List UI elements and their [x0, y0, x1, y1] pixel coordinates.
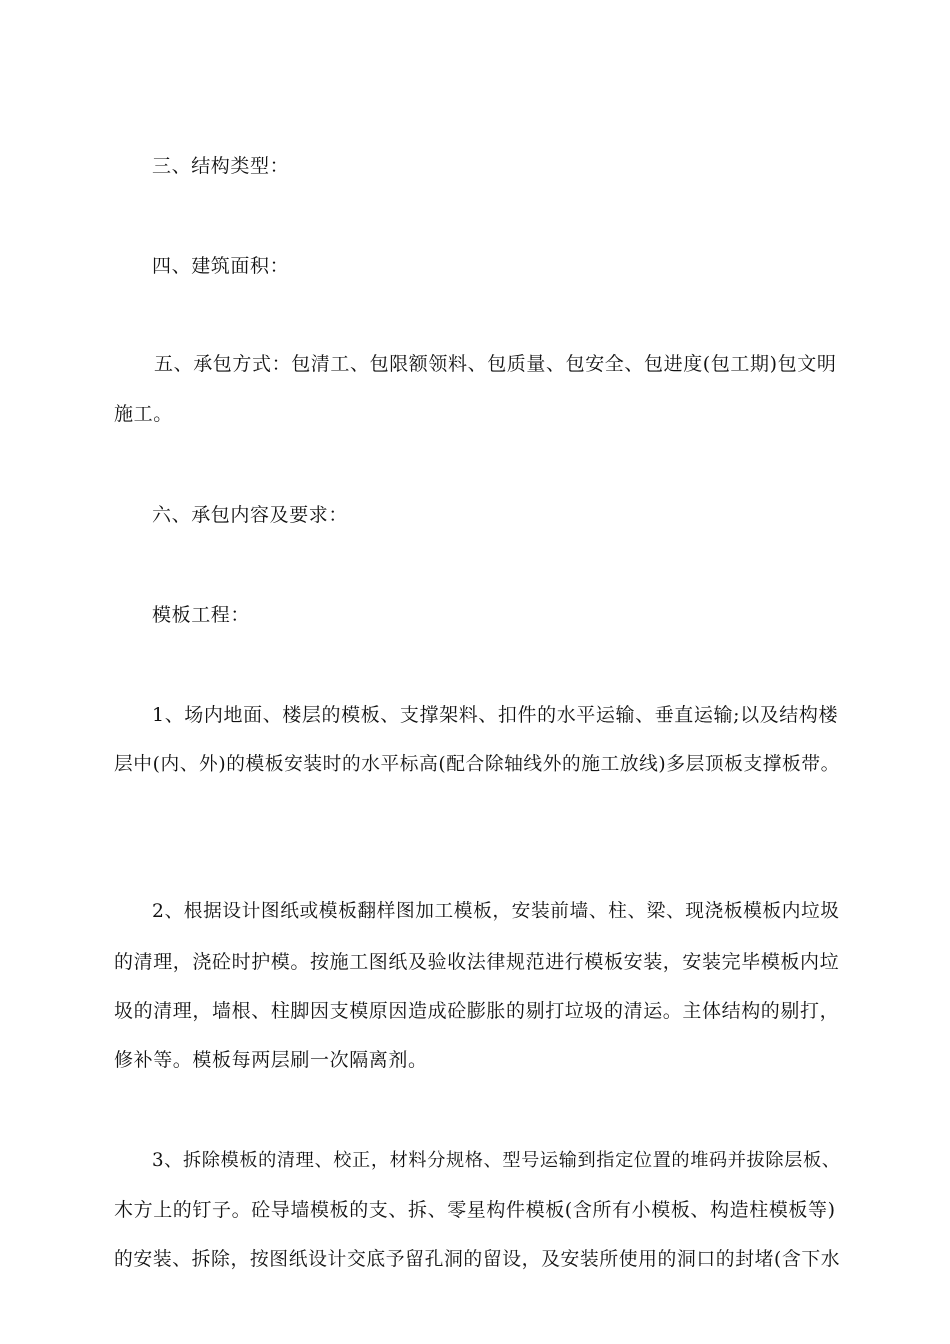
section-6-heading: 六、承包内容及要求： [152, 504, 349, 526]
section-5-line-2: 施工。 [114, 403, 173, 425]
item-1-line-2: 层中(内、外)的模板安装时的水平标高(配合除轴线外的施工放线)多层顶板支撑板带。 [114, 754, 840, 775]
item-1-line-1: 1、场内地面、楼层的模板、支撑架料、扣件的水平运输、垂直运输;以及结构楼 [152, 704, 839, 726]
item-2-line-1: 2、根据设计图纸或模板翻样图加工模板，安装前墙、柱、梁、现浇板模板内垃圾 [152, 901, 840, 922]
subheading-formwork: 模板工程： [152, 604, 251, 626]
section-3-heading: 三、结构类型： [152, 155, 290, 177]
item-2-line-4: 修补等。模板每两层刷一次隔离剂。 [114, 1049, 428, 1071]
item-3-line-3: 的安装、拆除，按图纸设计交底予留孔洞的留设，及安装所使用的洞口的封堵(含下水 [114, 1249, 841, 1270]
item-2-line-3: 圾的清理，墙根、柱脚因支模原因造成砼膨胀的剔打垃圾的清运。主体结构的剔打， [114, 1000, 840, 1022]
section-4-heading: 四、建筑面积： [152, 255, 290, 277]
item-3-line-1: 3、拆除模板的清理、校正，材料分规格、型号运输到指定位置的堆码并拔除层板、 [152, 1150, 841, 1171]
item-2-line-2: 的清理，浇砼时护模。按施工图纸及验收法律规范进行模板安装，安装完毕模板内垃 [114, 951, 840, 973]
section-5-line-1: 五、承包方式：包清工、包限额领料、包质量、包安全、包进度(包工期)包文明 [154, 353, 837, 375]
item-3-line-2: 木方上的钉子。砼导墙模板的支、拆、零星构件模板(含所有小模板、构造柱模板等) [114, 1199, 836, 1221]
